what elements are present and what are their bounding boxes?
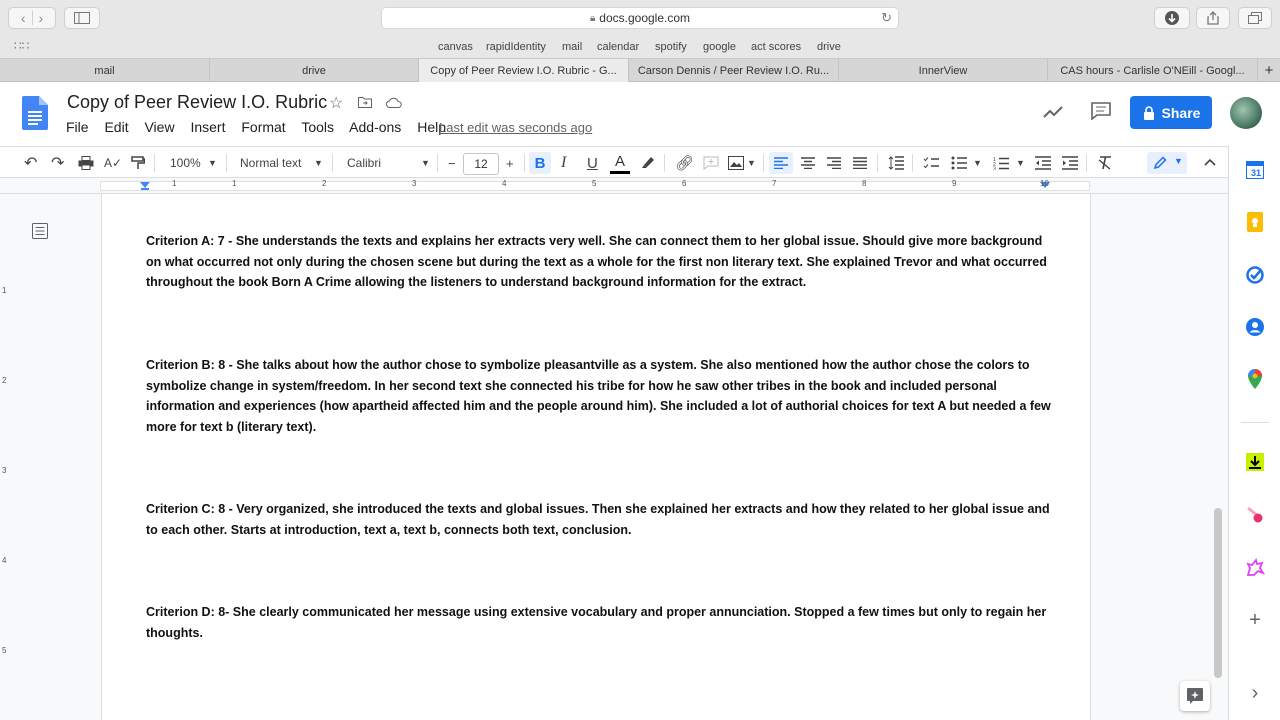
keep-icon[interactable] — [1245, 212, 1265, 232]
ruler-number: 1 — [172, 179, 177, 188]
collapse-toolbar-icon[interactable] — [1204, 158, 1216, 166]
back-icon[interactable]: ‹ — [20, 10, 26, 26]
vertical-ruler — [0, 194, 12, 720]
text-color-swatch — [610, 171, 630, 174]
increase-indent-icon[interactable] — [1062, 156, 1078, 170]
print-icon[interactable] — [78, 156, 94, 170]
italic-button[interactable]: I — [561, 154, 567, 171]
download-addon-icon[interactable] — [1245, 452, 1265, 472]
menu-format[interactable]: Format — [241, 119, 286, 135]
document-outline-icon[interactable] — [32, 223, 48, 239]
vertical-scrollbar[interactable] — [1214, 508, 1222, 678]
explore-button[interactable] — [1180, 681, 1210, 711]
expand-side-panel-button[interactable]: › — [1251, 681, 1259, 704]
download-icon — [1165, 11, 1179, 25]
zoom-select[interactable]: 100% — [170, 156, 201, 170]
text-color-button[interactable] — [610, 153, 630, 175]
bookmark-rapididentity[interactable]: rapidIdentity — [486, 41, 546, 53]
editing-mode-button[interactable] — [1147, 152, 1187, 174]
calendar-icon[interactable] — [1245, 160, 1265, 180]
bulleted-list-icon[interactable] — [951, 156, 967, 170]
style-select[interactable]: Normal text — [240, 156, 302, 170]
insert-image-icon[interactable] — [728, 156, 744, 170]
font-size-increase-button[interactable]: + — [506, 155, 514, 171]
font-size-decrease-button[interactable]: − — [448, 155, 456, 171]
ruler-number: 6 — [682, 179, 687, 188]
tab-carson-dennis[interactable]: Carson Dennis / Peer Review I.O. Ru... — [629, 59, 839, 82]
chevron-down-icon[interactable]: ▼ — [208, 158, 217, 168]
bookmark-drive[interactable]: drive — [817, 41, 841, 53]
star-icon[interactable]: ☆ — [329, 95, 344, 112]
criterion-a-paragraph[interactable]: Criterion A: 7 - She understands the texts and explains her extracts very well. She can connect them to her global issue. Should give more background on what occurred not only during the chosen scene but during the text as a whole for the first non literary text. She explained Trevor and what occurred throughout the book Born A Crime allowing the listeners to understand background information for the extract. — [146, 234, 1047, 290]
share-lock-icon — [1142, 106, 1156, 120]
side-panel — [1228, 146, 1280, 720]
horizontal-ruler — [0, 178, 1228, 194]
numbered-list-icon[interactable] — [993, 156, 1009, 170]
decrease-indent-icon[interactable] — [1035, 156, 1051, 170]
spellcheck-icon[interactable]: A✓ — [104, 156, 123, 170]
grid-icon[interactable]: ∷∷ — [14, 39, 30, 53]
tabs-icon — [1248, 12, 1262, 24]
add-comment-icon[interactable] — [703, 156, 719, 170]
ruler-number: 5 — [592, 179, 597, 188]
align-right-icon[interactable] — [827, 157, 841, 169]
menu-bar — [66, 119, 458, 135]
share-button[interactable] — [1130, 96, 1212, 129]
menu-view[interactable]: View — [144, 119, 175, 135]
editing-toolbar — [0, 146, 1228, 178]
share-sheet-icon — [1207, 11, 1219, 25]
share-label: Share — [1161, 104, 1201, 121]
avatar[interactable] — [1230, 97, 1262, 129]
criterion-b-paragraph[interactable]: Criterion B: 8 - She talks about how the author chose to symbolize pleasantville as a system. She also mentioned how the author chose the colors to symbolize change in system/freedom. In her second text she connected his tribe for how he saw other tribes in the book and included personal information and experiences (how apartheid affected him and the people around him). She included a lot of authorial choices for text A but needed a few more for text b (literary text). — [146, 358, 1051, 435]
bookmark-act-scores[interactable]: act scores — [751, 41, 802, 53]
browser-toolbar — [0, 0, 1280, 36]
bookmark-spotify[interactable]: spotify — [655, 41, 687, 53]
tab-overview-button[interactable] — [1238, 7, 1272, 29]
criterion-c-paragraph[interactable]: Criterion C: 8 - Very organized, she introduced the texts and global issues. Then she explained her extracts and how they related to her global issue and to each other. Starts at introduction, text a, text b, connects both text, conclusion. — [146, 502, 1050, 537]
ruler-number: 10 — [1040, 179, 1049, 188]
undo-icon[interactable]: ↶ — [24, 155, 38, 172]
share-page-button[interactable] — [1196, 7, 1230, 29]
new-tab-button[interactable]: + — [1264, 62, 1274, 79]
maps-icon[interactable] — [1245, 369, 1265, 389]
ruler-number: 2 — [322, 179, 327, 188]
lock-icon: 🔒︎ — [589, 12, 596, 24]
ruler-number: 9 — [952, 179, 957, 188]
menu-tools[interactable]: Tools — [301, 119, 335, 135]
tab-innerview[interactable]: InnerView — [839, 59, 1048, 82]
ruler-number: 3 — [412, 179, 417, 188]
url-text: docs.google.com — [599, 11, 691, 25]
bookmark-calendar[interactable]: calendar — [597, 41, 640, 53]
chevron-down-icon[interactable]: ▼ — [747, 158, 756, 168]
svg-text:2: 2 — [993, 162, 996, 168]
menu-file[interactable]: File — [66, 119, 89, 135]
chevron-down-icon[interactable]: ▼ — [421, 158, 430, 168]
doc-title[interactable]: Copy of Peer Review I.O. Rubric — [67, 92, 328, 112]
checklist-icon[interactable] — [923, 156, 939, 170]
ruler-number: 4 — [502, 179, 507, 188]
move-folder-icon[interactable] — [358, 96, 372, 108]
font-size-input[interactable]: 12 — [463, 153, 499, 175]
font-select[interactable]: Calibri — [347, 156, 382, 170]
underline-button[interactable]: U — [587, 154, 598, 172]
svg-text:31: 31 — [1251, 168, 1262, 178]
back-forward-buttons[interactable] — [8, 7, 56, 29]
align-left-icon — [774, 157, 788, 169]
ruler-number: 4 — [2, 556, 7, 565]
chevron-down-icon[interactable]: ▼ — [314, 158, 323, 168]
tasks-icon[interactable] — [1245, 265, 1265, 285]
add-addon-button[interactable]: + — [1249, 608, 1261, 631]
menu-insert[interactable]: Insert — [190, 119, 226, 135]
side-panel-divider — [1241, 422, 1269, 423]
bookmark-canvas[interactable]: canvas — [438, 41, 473, 53]
ruler-number: 1 — [2, 286, 7, 295]
tab-drive[interactable]: drive — [210, 59, 419, 82]
downloads-button[interactable] — [1154, 7, 1190, 29]
sidebar-toggle-button[interactable] — [64, 7, 100, 29]
tab-bar — [0, 58, 1280, 82]
menu-add-ons[interactable]: Add-ons — [349, 119, 402, 135]
forward-icon[interactable]: › — [38, 10, 44, 26]
align-center-icon[interactable] — [801, 157, 815, 169]
last-edit-link[interactable]: Last edit was seconds ago — [439, 120, 593, 135]
svg-text:1: 1 — [993, 157, 996, 163]
reload-icon[interactable]: ↻ — [881, 10, 892, 25]
highlight-color-icon[interactable] — [641, 155, 655, 169]
ruler-number: 2 — [2, 376, 7, 385]
line-spacing-icon[interactable] — [888, 156, 904, 170]
bookmarks-bar — [0, 36, 1280, 58]
criterion-d-paragraph[interactable]: Criterion D: 8- She clearly communicated her message using extensive vocabulary and proper annunciation. Stopped a few times but only to regain her thoughts. — [146, 605, 1047, 640]
ruler-number: 1 — [232, 179, 237, 188]
menu-edit[interactable]: Edit — [104, 119, 129, 135]
clear-formatting-icon[interactable] — [1097, 156, 1113, 170]
docs-logo-icon[interactable] — [22, 96, 48, 130]
tab-current-doc[interactable]: Copy of Peer Review I.O. Rubric - G... — [419, 59, 629, 82]
contacts-icon[interactable] — [1245, 317, 1265, 337]
bold-button[interactable]: B — [529, 152, 551, 174]
address-bar[interactable] — [381, 7, 899, 29]
svg-text:3: 3 — [993, 166, 996, 170]
sidebar-icon — [74, 12, 90, 24]
paint-format-icon[interactable] — [131, 156, 145, 170]
chevron-down-icon[interactable]: ▼ — [1016, 158, 1025, 168]
chevron-down-icon[interactable]: ▼ — [973, 158, 982, 168]
ruler-number: 8 — [862, 179, 867, 188]
ruler-number: 5 — [2, 646, 7, 655]
text-color-letter: A — [615, 153, 626, 170]
comet-addon-icon[interactable] — [1245, 505, 1265, 525]
docs-header — [0, 82, 1280, 146]
left-indent-marker-icon[interactable] — [140, 182, 150, 191]
bookmark-google[interactable]: google — [703, 41, 737, 53]
bookmark-mail[interactable]: mail — [562, 41, 583, 53]
pencil-icon — [1153, 156, 1167, 170]
chevron-down-icon: ▼ — [1174, 156, 1183, 166]
activity-trend-icon[interactable] — [1043, 106, 1063, 118]
redo-icon[interactable]: ↷ — [51, 155, 65, 172]
align-justify-icon[interactable] — [853, 157, 867, 169]
unicorn-addon-icon[interactable] — [1245, 557, 1265, 577]
menu-help[interactable]: Help — [417, 119, 446, 135]
ruler-number: 3 — [2, 466, 7, 475]
tab-cas-hours[interactable]: CAS hours - Carlisle O'NEill - Googl... — [1048, 59, 1258, 82]
insert-link-icon[interactable]: 🔗︎ — [675, 155, 695, 172]
tab-mail[interactable]: mail — [0, 59, 210, 82]
align-left-button[interactable] — [769, 152, 793, 174]
comment-history-icon[interactable] — [1091, 102, 1111, 120]
cloud-saved-icon[interactable] — [386, 97, 402, 108]
explore-icon — [1187, 688, 1203, 704]
ruler-number: 7 — [772, 179, 777, 188]
